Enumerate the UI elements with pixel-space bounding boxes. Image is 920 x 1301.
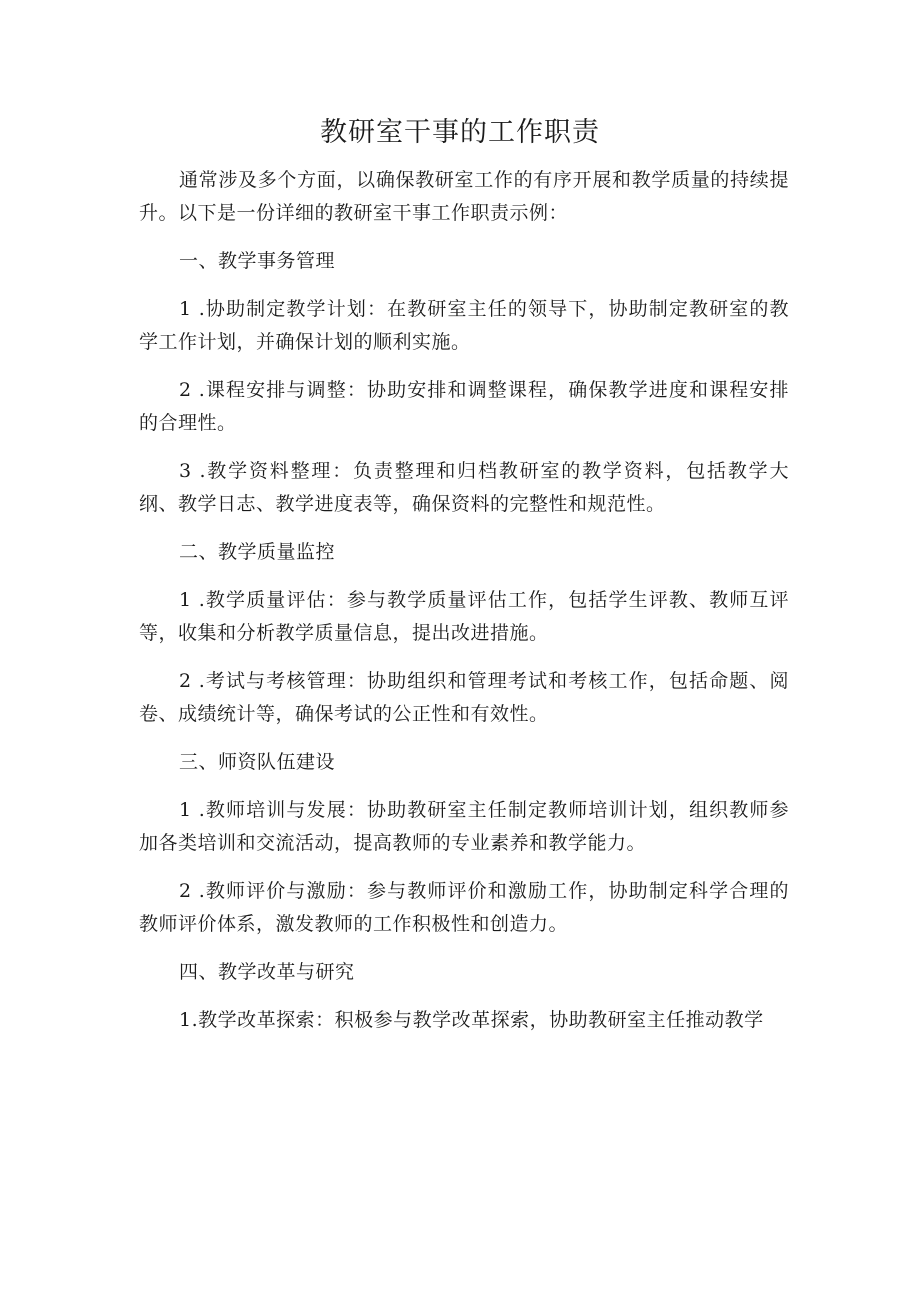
list-item: 1 .协助制定教学计划：在教研室主任的领导下，协助制定教研室的教学工作计划，并确保计划的顺利实施。 [139, 298, 789, 353]
section-heading: 四、教学改革与研究 [179, 961, 355, 983]
list-item: 1 .教师培训与发展：协助教研室主任制定教师培训计划，组织教师参加各类培训和交流活动，提高教师的专业素养和教学能力。 [139, 799, 789, 854]
section-heading: 三、师资队伍建设 [179, 751, 336, 773]
section-heading: 二、教学质量监控 [179, 541, 336, 563]
list-item: 3 .教学资料整理：负责整理和归档教研室的教学资料，包括教学大纲、教学日志、教学进度表等，确保资料的完整性和规范性。 [139, 460, 789, 515]
document-body [139, 164, 789, 1052]
section-heading: 一、教学事务管理 [179, 250, 336, 272]
list-item: 2 .考试与考核管理：协助组织和管理考试和考核工作，包括命题、阅卷、成绩统计等，确保考试的公正性和有效性。 [139, 670, 789, 725]
list-item: 1 .教学质量评估：参与教学质量评估工作，包括学生评教、教师互评等，收集和分析教学质量信息，提出改进措施。 [139, 589, 789, 644]
page-title: 教研室干事的工作职责 [320, 117, 600, 148]
list-item: 2 .课程安排与调整：协助安排和调整课程，确保教学进度和课程安排的合理性。 [139, 379, 789, 434]
list-item: 2 .教师评价与激励：参与教师评价和激励工作，协助制定科学合理的教师评价体系，激发教师的工作积极性和创造力。 [139, 880, 789, 935]
list-item: 1.教学改革探索：积极参与教学改革探索，协助教研室主任推动教学 [179, 1009, 764, 1031]
intro-paragraph: 通常涉及多个方面，以确保教研室工作的有序开展和教学质量的持续提升。以下是一份详细的教研室干事工作职责示例： [139, 169, 789, 224]
